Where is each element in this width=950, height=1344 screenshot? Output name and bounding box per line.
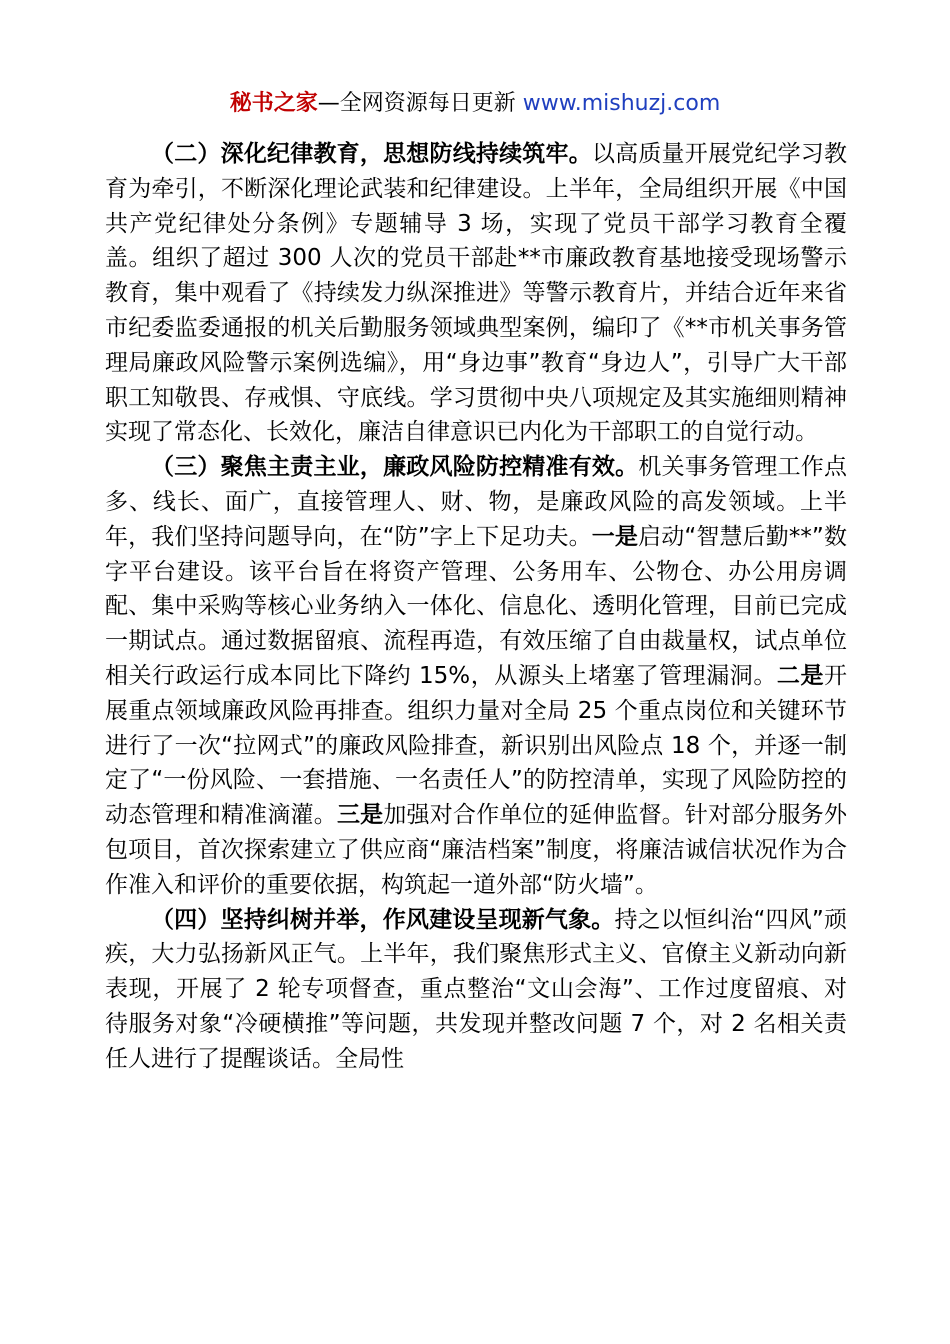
page-header <box>0 88 950 120</box>
point-marker-1: 一是 <box>591 523 639 550</box>
body-text <box>105 137 847 1077</box>
header-brand: 秘书之家 <box>229 91 318 116</box>
header-url[interactable]: www.mishuzj.com <box>522 91 721 116</box>
paragraph-risk-control <box>105 450 847 902</box>
paragraph-heading: （三）聚焦主责主业，廉政风险防控精准有效。 <box>151 454 639 481</box>
paragraph-text: 开展重点领域廉政风险再排查。组织力量对全局 25 个重点岗位和关键环节进行了一次“拉网式”的廉政风险排查，新识别出风险点 18 个，并逐一制定了“一份风险、一套措施、一名责任人”的防控清单，实现了风险防控的动态管理和精准滴灌。 <box>105 662 847 829</box>
paragraph-work-style <box>105 903 847 1077</box>
point-marker-2: 二是 <box>776 662 824 689</box>
paragraph-text: 持之以恒纠治“四风”顽疾，大力弘扬新风正气。上半年，我们聚焦形式主义、官僚主义新动向新表现，开展了 2 轮专项督查，重点整治“文山会海”、工作过度留痕、对待服务对象“冷硬横推”等问题，共发现并整改问题 7 个，对 2 名相关责任人进行了提醒谈话。全局性 <box>105 906 847 1072</box>
paragraph-text: 机关事务管理工作点多、线长、面广，直接管理人、财、物，是廉政风险的高发领域。上半年，我们坚持问题导向，在“防”字上下足功夫。 <box>105 454 848 550</box>
point-marker-3: 三是 <box>336 802 384 829</box>
paragraph-text: 加强对合作单位的延伸监督。针对部分服务外包项目，首次探索建立了供应商“廉洁档案”制度，将廉洁诚信状况作为合作准入和评价的重要依据，构筑起一道外部“防火墙”。 <box>105 802 848 898</box>
paragraph-heading: （四）坚持纠树并举，作风建设呈现新气象。 <box>151 906 615 933</box>
paragraph-heading: （二）深化纪律教育，思想防线持续筑牢。 <box>151 141 592 167</box>
header-tagline: —全网资源每日更新 <box>317 91 523 116</box>
paragraph-discipline-education <box>105 137 847 450</box>
paragraph-text: 启动“智慧后勤**”数字平台建设。该平台旨在将资产管理、公务用车、公物仓、办公用房调配、集中采购等核心业务纳入一体化、信息化、透明化管理，目前已完成一期试点。通过数据留痕、流程再造，有效压缩了自由裁量权，试点单位相关行政运行成本同比下降约 15%，从源头上堵塞了管理漏洞。 <box>105 523 847 689</box>
paragraph-text: 以高质量开展党纪学习教育为牵引，不断深化理论武装和纪律建设。上半年，全局组织开展《中国共产党纪律处分条例》专题辅导 3 场，实现了党员干部学习教育全覆盖。组织了超过 300 人次的党员干部赴**市廉政教育基地接受现场警示教育，集中观看了《持续发力纵深推进》等警示教育片，并结合近年来省市纪委监委通报的机关后勤服务领域典型案例，编印了《**市机关事务管理局廉政风险警示案例选编》，用“身边事”教育“身边人”，引导广大干部职工知敬畏、存戒惧、守底线。学习贯彻中央八项规定及其实施细则精神实现了常态化、长效化，廉洁自律意识已内化为干部职工的自觉行动。 <box>105 141 848 446</box>
